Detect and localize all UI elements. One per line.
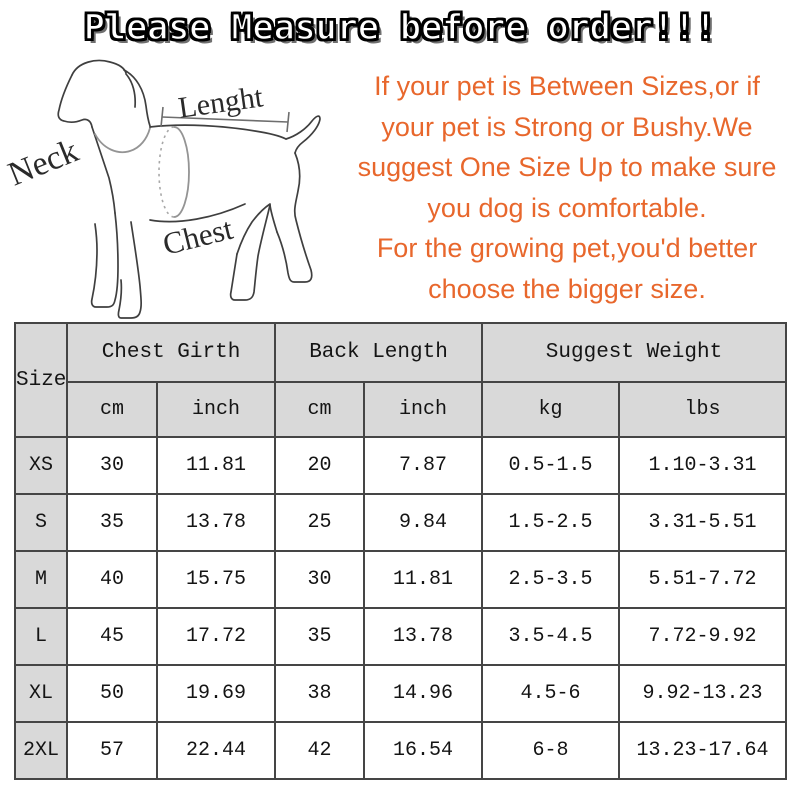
unit-header-lbs: lbs [619, 382, 786, 437]
value-cell: 13.23-17.64 [619, 722, 786, 779]
value-cell: 30 [67, 437, 157, 494]
chest-label: Chest [159, 210, 237, 262]
value-cell: 3.31-5.51 [619, 494, 786, 551]
value-cell: 35 [67, 494, 157, 551]
value-cell: 11.81 [157, 437, 275, 494]
table-row [15, 494, 786, 551]
unit-header-inch: inch [157, 382, 275, 437]
dog-measurement-diagram [0, 50, 340, 320]
chest-girth-header: Chest Girth [67, 323, 275, 382]
unit-header-cm: cm [67, 382, 157, 437]
table-row [15, 437, 786, 494]
size-chart-table [14, 322, 787, 780]
value-cell: 3.5-4.5 [482, 608, 619, 665]
size-cell: S [15, 494, 67, 551]
value-cell: 19.69 [157, 665, 275, 722]
notice-line: your pet is Strong or Bushy.We [381, 111, 753, 142]
value-cell: 17.72 [157, 608, 275, 665]
size-cell: L [15, 608, 67, 665]
size-cell: XS [15, 437, 67, 494]
value-cell: 20 [275, 437, 364, 494]
size-cell: 2XL [15, 722, 67, 779]
value-cell: 5.51-7.72 [619, 551, 786, 608]
value-cell: 11.81 [364, 551, 482, 608]
value-cell: 13.78 [364, 608, 482, 665]
size-column-header: Size [15, 323, 67, 437]
value-cell: 14.96 [364, 665, 482, 722]
value-cell: 38 [275, 665, 364, 722]
value-cell: 7.87 [364, 437, 482, 494]
unit-header-cm: cm [275, 382, 364, 437]
size-cell: XL [15, 665, 67, 722]
value-cell: 25 [275, 494, 364, 551]
unit-header-inch: inch [364, 382, 482, 437]
value-cell: 9.92-13.23 [619, 665, 786, 722]
value-cell: 2.5-3.5 [482, 551, 619, 608]
table-row [15, 608, 786, 665]
value-cell: 0.5-1.5 [482, 437, 619, 494]
value-cell: 1.5-2.5 [482, 494, 619, 551]
notice-line: For the growing pet,you'd better [376, 233, 758, 263]
value-cell: 4.5-6 [482, 665, 619, 722]
notice-line: suggest One Size Up to make sure [357, 152, 777, 182]
value-cell: 16.54 [364, 722, 482, 779]
value-cell: 30 [275, 551, 364, 608]
table-row [15, 722, 786, 779]
page-title: Please Measure before order!!! [83, 8, 717, 48]
value-cell: 9.84 [364, 494, 482, 551]
value-cell: 42 [275, 722, 364, 779]
value-cell: 22.44 [157, 722, 275, 779]
unit-header-kg: kg [482, 382, 619, 437]
notice-line: choose the bigger size. [428, 273, 706, 304]
table-row [15, 665, 786, 722]
value-cell: 35 [275, 608, 364, 665]
value-cell: 13.78 [157, 494, 275, 551]
dog-outline-illustration [0, 50, 340, 320]
notice-line: you dog is comfortable. [427, 192, 707, 223]
length-label: Lenght [176, 80, 266, 125]
value-cell: 1.10-3.31 [619, 437, 786, 494]
value-cell: 7.72-9.92 [619, 608, 786, 665]
value-cell: 57 [67, 722, 157, 779]
notice-line: If your pet is Between Sizes,or if [374, 71, 760, 101]
value-cell: 6-8 [482, 722, 619, 779]
sizing-notice [336, 66, 798, 309]
neck-label: Neck [3, 132, 84, 194]
value-cell: 45 [67, 608, 157, 665]
size-cell: M [15, 551, 67, 608]
back-length-header: Back Length [275, 323, 482, 382]
value-cell: 15.75 [157, 551, 275, 608]
suggest-weight-header: Suggest Weight [482, 323, 786, 382]
table-row [15, 551, 786, 608]
value-cell: 50 [67, 665, 157, 722]
value-cell: 40 [67, 551, 157, 608]
